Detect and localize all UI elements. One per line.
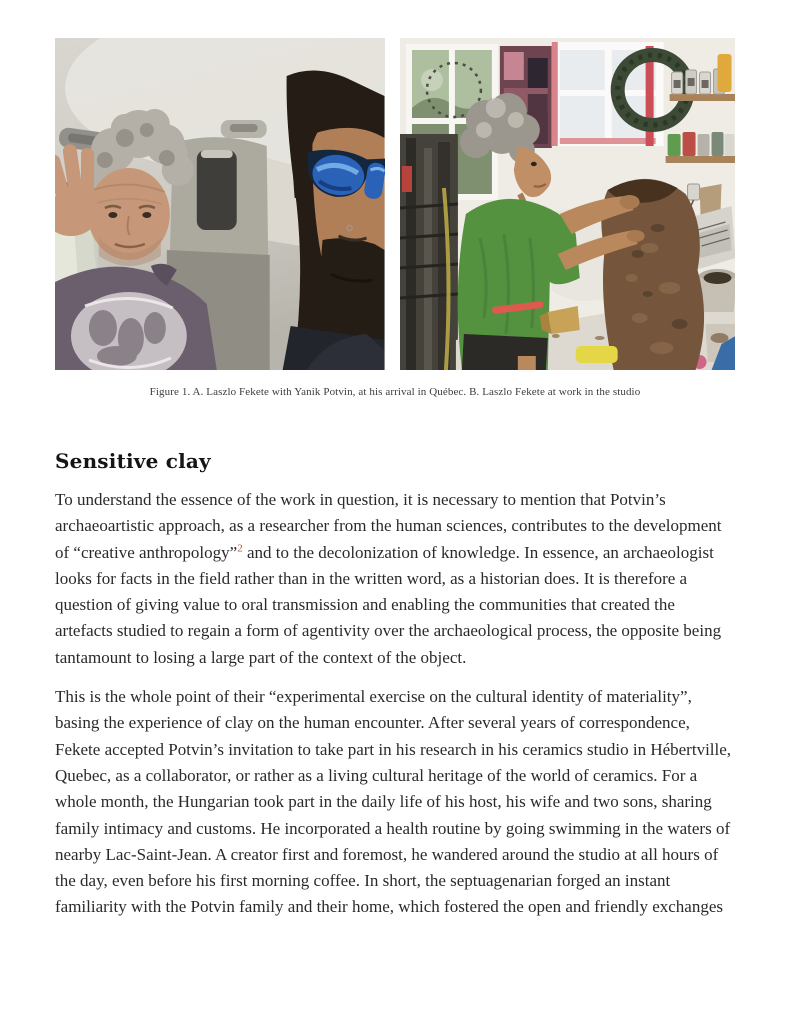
section-heading: Sensitive clay [55, 449, 211, 473]
footnote-ref-2[interactable]: 2 [237, 541, 243, 554]
photo-car-selfie [55, 38, 385, 370]
article-page [55, 0, 735, 921]
figure-photos [55, 38, 735, 370]
photo-studio [400, 38, 736, 370]
studio-illustration [400, 38, 736, 370]
paragraph-1-text-continued: and to the decolonization of knowledge. In essence, an archaeologist looks for facts in the field rather than in the written word, as a historian does. It is therefore a question of giving value to oral transmission and enabling the communities that created the artefacts studied to regain a form of agentivity over the archaeological process, the opposite being tantamount to losing a large part of the context of the object. [55, 542, 722, 667]
car-selfie-illustration [55, 38, 385, 370]
paragraph-1-text: To understand the essence of the work in question, it is necessary to mention that Potvin’s archaeoartistic approach, as a researcher from the human sciences, contributes to the development of “creative anthropology” [55, 490, 722, 562]
paragraph-1 [55, 487, 735, 671]
figure-1 [55, 38, 735, 398]
paragraph-2: This is the whole point of their “experimental exercise on the cultural identity of materiality”, basing the experience of clay on the human encounter. After several years of correspondence, Fekete accepted Potvin’s invitation to take part in his research in his ceramics studio in Hébertville, Quebec, as a collaborator, or rather as a living cultural heritage of the world of ceramics. For a whole month, the Hungarian took part in the daily life of his host, his wife and two sons, sharing family intimacy and customs. He incorporated a health routine by going swimming in the waters of nearby Lac-Saint-Jean. A creator first and foremost, he wandered around the studio at all hours of the day, even before his first morning coffee. In short, the septuagenarian forged an instant familiarity with the Potvin family and their home, which fostered the open and friendly exchanges [55, 687, 732, 917]
figure-caption: Figure 1. A. Laszlo Fekete with Yanik Potvin, at his arrival in Québec. B. Laszlo Fekete at work in the studio [149, 386, 641, 398]
